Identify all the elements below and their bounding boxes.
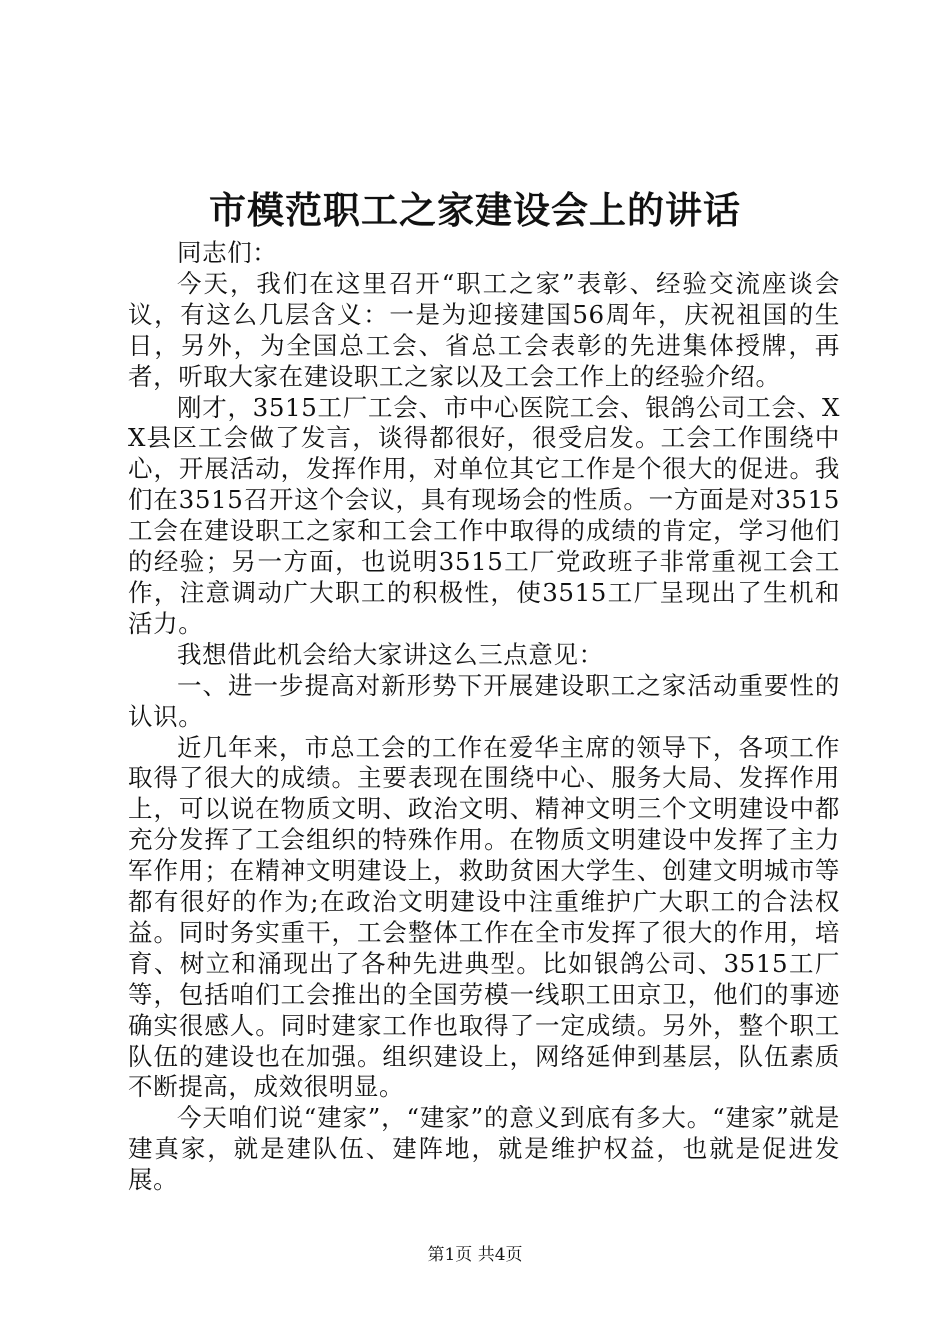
body-paragraph: 刚才，3515工厂工会、市中心医院工会、银鸽公司工会、XX县区工会做了发言，谈得都很好，很受启发。工会工作围绕中心，开展活动，发挥作用，对单位其它工作是个很大的促进。我们在3515召开这个会议，具有现场会的性质。一方面是对3515工会在建设职工之家和工会工作中取得的成绩的肯定，学习他们的经验；另一方面，也说明3515工厂党政班子非常重视工会工作，注意调动广大职工的积极性，使3515工厂呈现出了生机和活力。	[128, 392, 840, 638]
body-paragraph: 近几年来，市总工会的工作在爱华主席的领导下，各项工作取得了很大的成绩。主要表现在围绕中心、服务大局、发挥作用上，可以说在物质文明、政治文明、精神文明三个文明建设中都充分发挥了工会组织的特殊作用。在物质文明建设中发挥了主力军作用；在精神文明建设上，救助贫困大学生、创建文明城市等都有很好的作为;在政治文明建设中注重维护广大职工的合法权益。同时务实重干，工会整体工作在全市发挥了很大的作用，培育、树立和涌现出了各种先进典型。比如银鸽公司、3515工厂等，包括咱们工会推出的全国劳模一线职工田京卫，他们的事迹确实很感人。同时建家工作也取得了一定成绩。另外，整个职工队伍的建设也在加强。组织建设上，网络延伸到基层，队伍素质不断提高，成效很明显。	[128, 732, 840, 1102]
body-paragraph: 今天咱们说“建家”，“建家”的意义到底有多大。“建家”就是建真家，就是建队伍、建阵地，就是维护权益，也就是促进发展。	[128, 1103, 840, 1195]
section-heading: 一、进一步提高对新形势下开展建设职工之家活动重要性的认识。	[128, 670, 840, 731]
body-paragraph: 今天，我们在这里召开“职工之家”表彰、经验交流座谈会议，有这么几层含义：一是为迎接建国56周年，庆祝祖国的生日，另外，为全国总工会、省总工会表彰的先进集体授牌，再者，听取大家在建设职工之家以及工会工作上的经验介绍。	[128, 268, 840, 391]
document-title: 市模范职工之家建设会上的讲话	[209, 188, 741, 232]
salutation-paragraph: 同志们：	[177, 238, 278, 267]
page-footer: 第1页 共4页	[427, 1245, 523, 1265]
document-body	[128, 238, 840, 1196]
body-paragraph: 我想借此机会给大家讲这么三点意见：	[177, 639, 604, 669]
